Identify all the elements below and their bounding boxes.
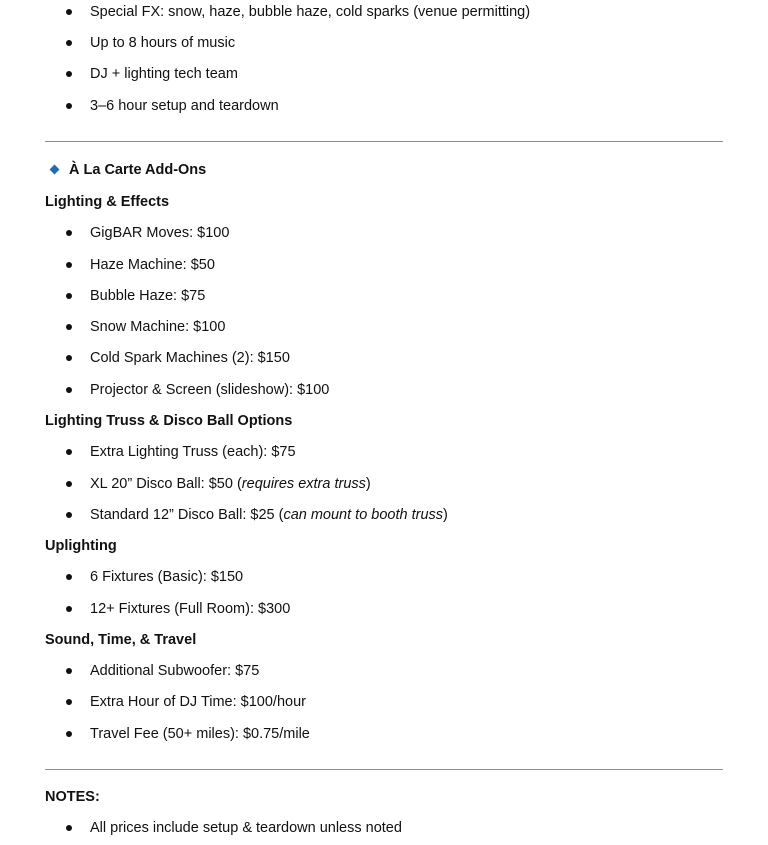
list-item-text: Special FX: snow, haze, bubble haze, cold sparks (venue permitting) (90, 4, 531, 20)
list-item-text: Haze Machine: $50 (90, 257, 215, 273)
section-title: À La Carte Add-Ons (69, 162, 207, 178)
bullet-icon (66, 512, 72, 518)
bullet-icon (66, 324, 72, 330)
bullet-icon (66, 574, 72, 580)
list-item-text: 3–6 hour setup and teardown (90, 98, 279, 114)
list-item-text: All prices include setup & teardown unless noted (90, 820, 402, 836)
bullet-icon (66, 825, 72, 831)
list-item-text: DJ + lighting tech team (90, 66, 238, 82)
list-item-text: 12+ Fixtures (Full Room): $300 (90, 601, 291, 617)
list-item-text: Travel Fee (50+ miles): $0.75/mile (90, 726, 310, 742)
list-item-text: Extra Lighting Truss (each): $75 (90, 444, 296, 460)
list-item-text: Bubble Haze: $75 (90, 288, 206, 304)
bullet-icon (66, 481, 72, 487)
list-item-text: 6 Fixtures (Basic): $150 (90, 569, 244, 585)
bullet-icon (66, 731, 72, 737)
item-note: requires extra truss (241, 476, 366, 492)
bullet-icon (66, 606, 72, 612)
item-text-suffix: ) (443, 507, 448, 523)
subsection-heading: Lighting & Effects (45, 194, 170, 210)
bullet-icon (66, 387, 72, 393)
list-item-text (90, 505, 448, 525)
bullet-icon (66, 71, 72, 77)
bullet-icon (66, 449, 72, 455)
bullet-icon (66, 9, 72, 15)
bullet-icon (66, 262, 72, 268)
list-item-text: Projector & Screen (slideshow): $100 (90, 382, 330, 398)
item-text-prefix: Standard 12” Disco Ball: $25 ( (90, 507, 284, 523)
item-note: can mount to booth truss (283, 507, 444, 523)
bullet-icon (66, 230, 72, 236)
notes-heading: NOTES: (45, 789, 100, 805)
bullet-icon (66, 355, 72, 361)
list-item-text: Extra Hour of DJ Time: $100/hour (90, 694, 306, 710)
bullet-icon (66, 293, 72, 299)
subsection-heading: Lighting Truss & Disco Ball Options (45, 413, 293, 429)
list-item-text: Up to 8 hours of music (90, 35, 236, 51)
list-item-text: Additional Subwoofer: $75 (90, 663, 260, 679)
list-item-text: Snow Machine: $100 (90, 319, 226, 335)
bullet-icon (66, 699, 72, 705)
list-item-text (90, 474, 371, 494)
item-text-suffix: ) (365, 476, 371, 492)
list-item-text: GigBAR Moves: $100 (90, 225, 230, 241)
bullet-icon (66, 668, 72, 674)
list-item-text: Cold Spark Machines (2): $150 (90, 350, 290, 366)
subsection-heading: Uplighting (45, 538, 117, 554)
bullet-icon (66, 40, 72, 46)
bullet-icon (66, 103, 72, 109)
subsection-heading: Sound, Time, & Travel (45, 632, 197, 648)
section-divider (45, 769, 723, 770)
diamond-icon (50, 165, 60, 175)
item-text-prefix: XL 20” Disco Ball: $50 ( (90, 476, 242, 492)
section-divider (45, 141, 723, 142)
